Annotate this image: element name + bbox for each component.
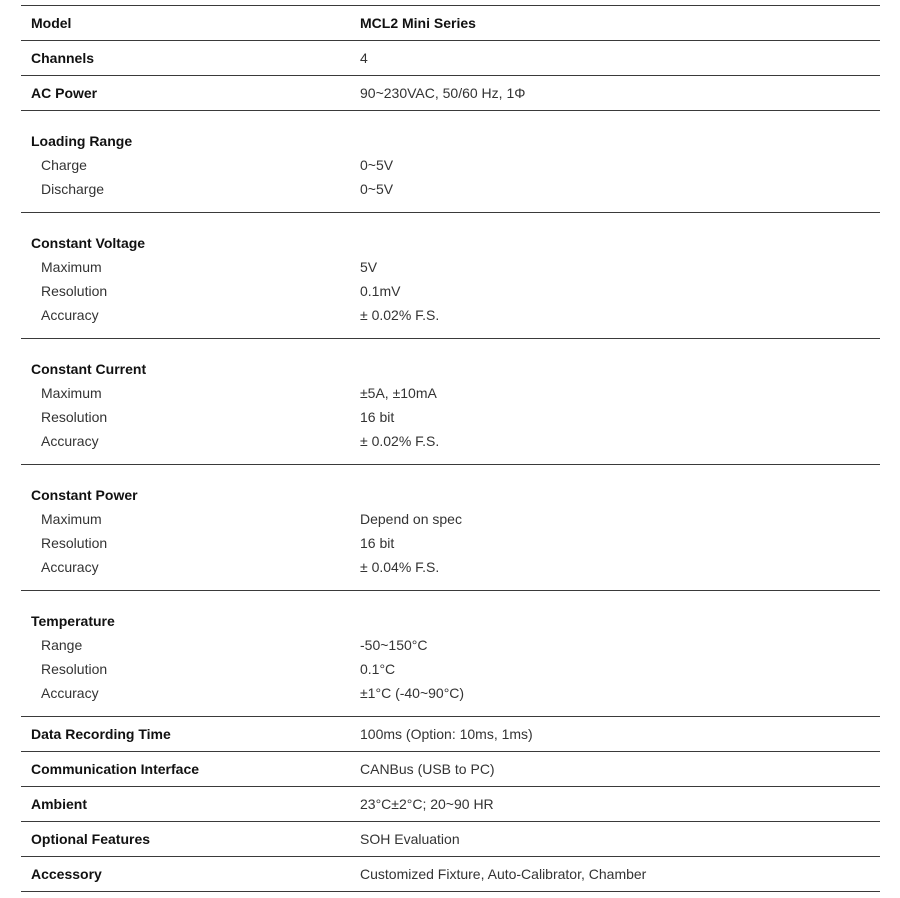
spec-sub-value: 0.1°C (360, 661, 396, 677)
spec-sub-label: Range (41, 637, 83, 653)
spec-sub-row (21, 555, 880, 579)
spec-label: Model (31, 15, 72, 31)
spec-row-data-recording-time (21, 717, 880, 752)
spec-sub-row (21, 279, 880, 303)
spec-sub-label: Accuracy (41, 433, 99, 449)
spec-sub-row (21, 381, 880, 405)
spec-label: Accessory (31, 866, 102, 882)
spec-row-communication-interface (21, 752, 880, 787)
spec-sub-row (21, 633, 880, 657)
spec-sub-value: ±1°C (-40~90°C) (360, 685, 465, 701)
spec-value: 90~230VAC, 50/60 Hz, 1Φ (360, 85, 526, 101)
spec-sub-label: Resolution (41, 409, 108, 425)
spec-sub-value: Depend on spec (360, 511, 462, 527)
spec-label: Communication Interface (31, 761, 200, 777)
spec-sub-row (21, 531, 880, 555)
spec-sub-row (21, 507, 880, 531)
spec-group-title: Constant Power (31, 487, 138, 503)
spec-value: Customized Fixture, Auto-Calibrator, Chamber (360, 866, 647, 882)
spec-label: Ambient (31, 796, 87, 812)
spec-sub-row (21, 303, 880, 327)
spec-sub-value: ±5A, ±10mA (360, 385, 437, 401)
spec-sub-row (21, 255, 880, 279)
spec-row-accessory (21, 857, 880, 892)
spec-row-model (21, 6, 880, 41)
spec-sub-row (21, 177, 880, 201)
spec-sub-value: 0~5V (360, 157, 394, 173)
spec-sub-value: 5V (360, 259, 378, 275)
spec-sub-row (21, 153, 880, 177)
spec-value: 23°C±2°C; 20~90 HR (360, 796, 494, 812)
spec-value: SOH Evaluation (360, 831, 460, 847)
spec-sub-value: ± 0.02% F.S. (360, 307, 440, 323)
spec-sub-value: 0.1mV (360, 283, 401, 299)
spec-sub-row (21, 429, 880, 453)
spec-sub-label: Resolution (41, 535, 108, 551)
spec-row-optional-features (21, 822, 880, 857)
spec-group-title: Temperature (31, 613, 115, 629)
spec-row-ambient (21, 787, 880, 822)
spec-row-channels (21, 41, 880, 76)
spec-label: Channels (31, 50, 95, 66)
spec-sub-value: -50~150°C (360, 637, 428, 653)
spec-sub-label: Accuracy (41, 685, 99, 701)
spec-sub-label: Maximum (41, 511, 102, 527)
spec-sub-label: Maximum (41, 259, 102, 275)
spec-sub-row (21, 681, 880, 705)
spec-sub-value: 0~5V (360, 181, 394, 197)
spec-group-title: Constant Current (31, 361, 147, 377)
spec-sub-label: Discharge (41, 181, 105, 197)
spec-sub-label: Resolution (41, 661, 108, 677)
spec-label: AC Power (31, 85, 98, 101)
spec-group-constant-voltage (21, 213, 880, 339)
spec-sub-row (21, 657, 880, 681)
spec-sub-value: 16 bit (360, 535, 395, 551)
spec-sub-value: ± 0.04% F.S. (360, 559, 440, 575)
spec-value: MCL2 Mini Series (360, 15, 476, 31)
spec-group-constant-power (21, 465, 880, 591)
spec-group-title: Constant Voltage (31, 235, 146, 251)
spec-sub-label: Resolution (41, 283, 108, 299)
spec-label: Data Recording Time (31, 726, 171, 742)
spec-sub-label: Charge (41, 157, 87, 173)
spec-sub-label: Maximum (41, 385, 102, 401)
spec-value: 4 (360, 50, 368, 66)
spec-sub-label: Accuracy (41, 559, 99, 575)
spec-group-title: Loading Range (31, 133, 133, 149)
spec-sub-value: ± 0.02% F.S. (360, 433, 440, 449)
spec-value: 100ms (Option: 10ms, 1ms) (360, 726, 533, 742)
spec-label: Optional Features (31, 831, 151, 847)
spec-group-loading-range (21, 111, 880, 213)
spec-sub-label: Accuracy (41, 307, 99, 323)
spec-group-temperature (21, 591, 880, 717)
spec-value: CANBus (USB to PC) (360, 761, 495, 777)
spec-sub-value: 16 bit (360, 409, 395, 425)
spec-table (21, 5, 880, 892)
spec-row-ac-power (21, 76, 880, 111)
spec-group-constant-current (21, 339, 880, 465)
spec-sub-row (21, 405, 880, 429)
